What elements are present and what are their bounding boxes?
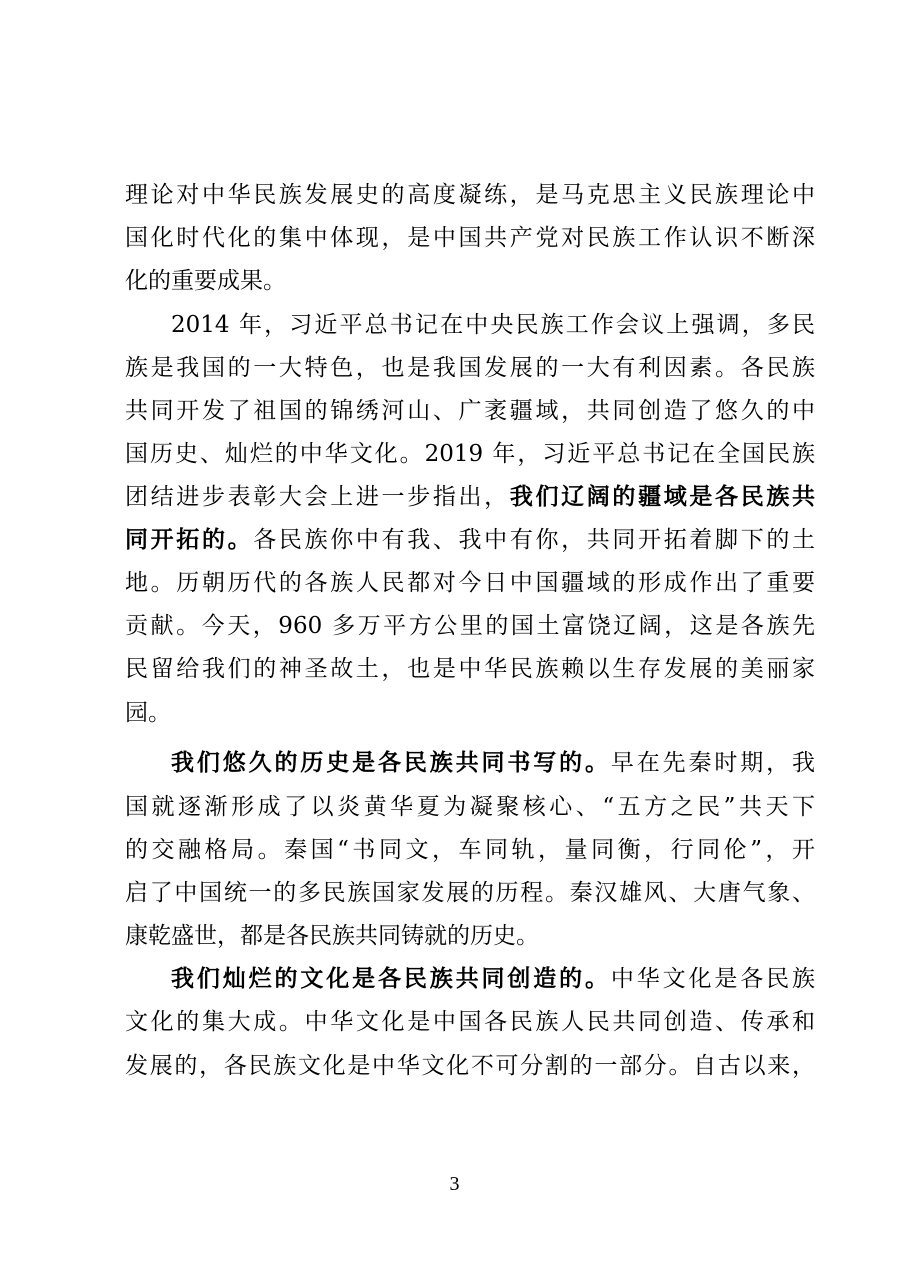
bold-emphasis: 我们悠久的历史是各民族共同书写的。 [171, 749, 611, 776]
body-line: 国就逐渐形成了以炎黄华夏为凝聚核心、“五方之民”共天下 [125, 794, 815, 820]
body-line: 国历史、灿烂的中华文化。2019 年，习近平总书记在全国民族 [125, 441, 815, 467]
body-line: 启了中国统一的多民族国家发展的历程。秦汉雄风、大唐气象、 [125, 880, 815, 906]
body-line: 贡献。今天，960 多万平方公里的国土富饶辽阔，这是各族先 [125, 613, 815, 639]
bold-emphasis: 同开拓的。 [125, 526, 254, 553]
body-line: 文化的集大成。中华文化是中国各民族人民共同创造、传承和 [125, 1009, 815, 1035]
body-line: 民留给我们的神圣故土，也是中华民族赖以生存发展的美丽家 [125, 656, 815, 682]
body-line: 共同开发了祖国的锦绣河山、广袤疆域，共同创造了悠久的中 [125, 398, 815, 424]
body-line: 化的重要成果。 [125, 268, 286, 294]
body-line: 理论对中华民族发展史的高度凝练，是马克思主义民族理论中 [125, 182, 815, 208]
body-line: 国化时代化的集中体现，是中国共产党对民族工作认识不断深 [125, 225, 815, 251]
body-line: 同开拓的。各民族你中有我、我中有你，共同开拓着脚下的土 [125, 526, 815, 553]
body-line: 团结进步表彰大会上进一步指出，我们辽阔的疆域是各民族共 [125, 483, 815, 510]
paragraph-first-line: 我们灿烂的文化是各民族共同创造的。中华文化是各民族 [171, 965, 815, 992]
body-line: 园。 [125, 700, 171, 726]
bold-emphasis: 我们辽阔的疆域是各民族共 [509, 483, 815, 510]
body-line: 发展的，各民族文化是中华文化不可分割的一部分。自古以来， [125, 1053, 815, 1079]
bold-emphasis: 我们灿烂的文化是各民族共同创造的。 [171, 965, 611, 992]
paragraph-first-line: 2014 年，习近平总书记在中央民族工作会议上强调，多民 [171, 312, 815, 338]
body-line: 康乾盛世，都是各民族共同铸就的历史。 [125, 923, 539, 949]
page-number: 3 [449, 1173, 460, 1195]
body-line: 族是我国的一大特色，也是我国发展的一大有利因素。各民族 [125, 355, 815, 381]
body-line: 地。历朝历代的各族人民都对今日中国疆域的形成作出了重要 [125, 570, 815, 596]
paragraph-first-line: 我们悠久的历史是各民族共同书写的。早在先秦时期，我 [171, 749, 815, 776]
body-line: 的交融格局。秦国“书同文，车同轨，量同衡，行同伦”，开 [125, 837, 815, 863]
